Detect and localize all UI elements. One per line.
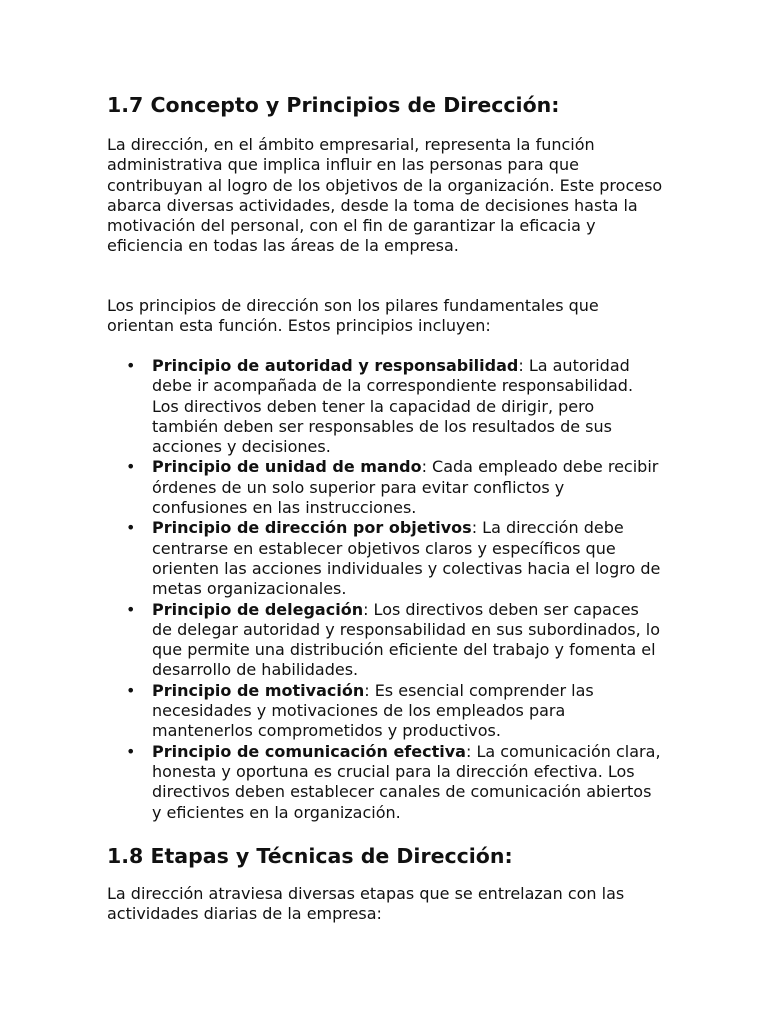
principles-list <box>107 356 663 823</box>
bullet-icon: • <box>126 457 136 477</box>
principle-title: Principio de unidad de mando <box>152 457 422 477</box>
bullet-icon: • <box>126 680 136 700</box>
principle-text: : Es esencial comprender las necesidades y motivaciones de los empleados para mantenerlos comprometidos y productivos. <box>152 680 594 741</box>
principle-text: : La comunicación clara, honesta y oportuna es crucial para la dirección efectiva. Los directivos deben establecer canales de comunicación abiertos y eficientes en la organización. <box>152 741 661 822</box>
principle-title: Principio de dirección por objetivos <box>152 518 472 538</box>
bullet-icon: • <box>126 356 136 375</box>
list-item <box>107 600 663 681</box>
list-item <box>107 518 663 599</box>
paragraph-stages-intro: La dirección atraviesa diversas etapas que se entrelazan con las actividades diarias de la empresa: <box>107 884 625 924</box>
list-item <box>107 356 663 457</box>
paragraph-direction-definition: La dirección, en el ámbito empresarial, representa la función administrativa que implica influir en las personas para que contribuyan al logro de los objetivos de la organización. Este proceso abarca diversas actividades, desde la toma de decisiones hasta la motivación del personal, con el fin de garantizar la eficacia y eficiencia en todas las áreas de la empresa. <box>107 135 663 256</box>
list-item <box>107 742 663 823</box>
paragraph-principles-intro: Los principios de dirección son los pilares fundamentales que orientan esta función. Estos principios incluyen: <box>107 296 599 336</box>
principle-title: Principio de comunicación efectiva <box>152 741 466 761</box>
bullet-icon: • <box>126 518 136 538</box>
principle-text: : La dirección debe centrarse en establecer objetivos claros y específicos que orienten las acciones individuales y colectivas hacia el logro de metas organizacionales. <box>152 518 661 599</box>
bullet-icon: • <box>126 741 136 761</box>
section-heading-1-7: 1.7 Concepto y Principios de Dirección: <box>107 93 560 117</box>
principle-text: : Los directivos deben ser capaces de delegar autoridad y responsabilidad en sus subordinados, lo que permite una distribución eficiente del trabajo y fomenta el desarrollo de habilidades. <box>152 599 661 680</box>
section-heading-1-8: 1.8 Etapas y Técnicas de Dirección: <box>107 844 513 868</box>
list-item <box>107 681 663 742</box>
principle-title: Principio de delegación <box>152 599 364 619</box>
principle-title: Principio de autoridad y responsabilidad <box>152 356 519 375</box>
principle-text: : La autoridad debe ir acompañada de la correspondiente responsabilidad. Los directivos deben tener la capacidad de dirigir, pero también deben ser responsables de los resultados de sus acciones y decisiones. <box>152 356 634 457</box>
principle-title: Principio de motivación <box>152 680 365 700</box>
list-item <box>107 457 663 518</box>
bullet-icon: • <box>126 599 136 619</box>
principle-text: : Cada empleado debe recibir órdenes de un solo superior para evitar conflictos y confusiones en las instrucciones. <box>152 457 659 518</box>
